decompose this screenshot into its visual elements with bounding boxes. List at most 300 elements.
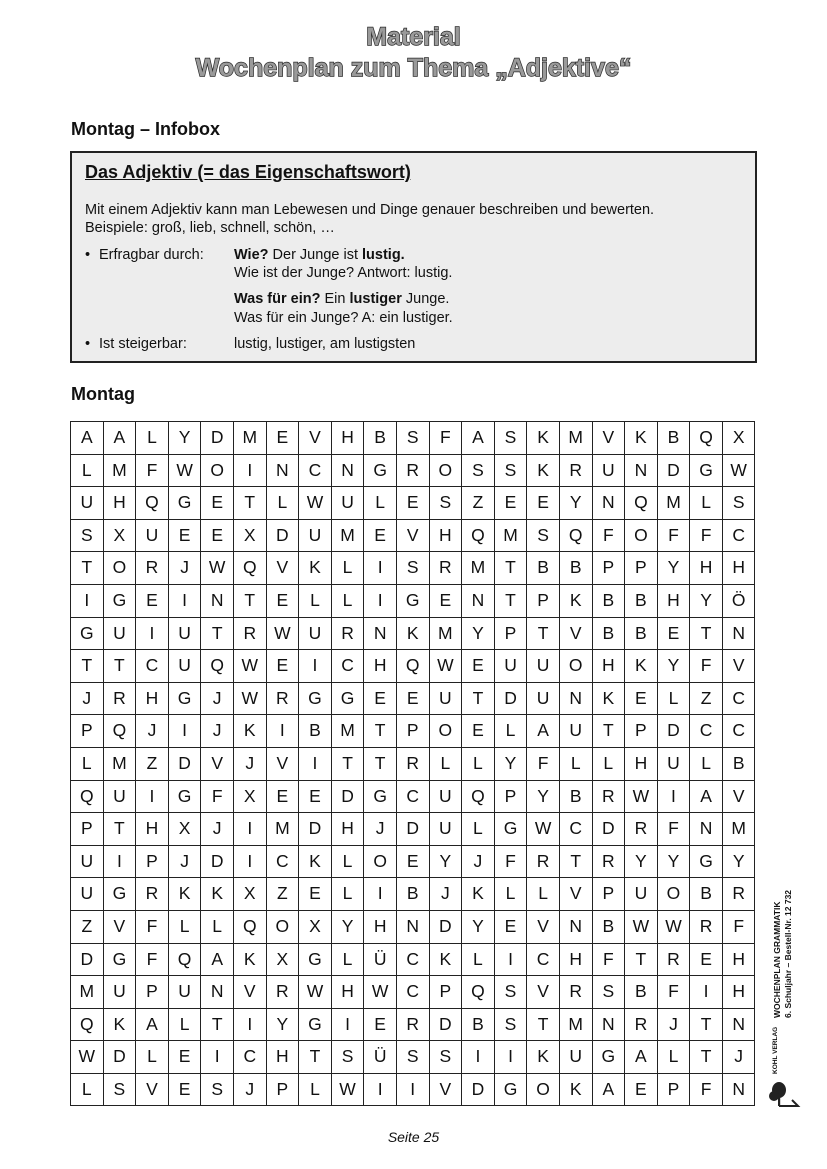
- grid-cell: I: [364, 1073, 397, 1106]
- grid-cell: O: [625, 519, 658, 552]
- grid-cell: I: [266, 715, 299, 748]
- grid-cell: P: [494, 617, 527, 650]
- grid-cell: S: [494, 976, 527, 1009]
- grid-cell: K: [233, 943, 266, 976]
- grid-cell: I: [299, 650, 332, 683]
- grid-cell: J: [462, 845, 495, 878]
- grid-cell: V: [559, 878, 592, 911]
- grid-cell: I: [494, 943, 527, 976]
- grid-cell: I: [364, 584, 397, 617]
- grid-cell: E: [168, 1073, 201, 1106]
- grid-cell: Z: [71, 910, 104, 943]
- grid-cell: C: [722, 519, 755, 552]
- grid-cell: V: [429, 1073, 462, 1106]
- grid-cell: L: [201, 910, 234, 943]
- grid-cell: Q: [71, 780, 104, 813]
- grid-cell: E: [657, 617, 690, 650]
- grid-cell: N: [462, 584, 495, 617]
- grid-cell: V: [722, 650, 755, 683]
- grid-cell: J: [657, 1008, 690, 1041]
- grid-cell: S: [71, 519, 104, 552]
- grid-cell: I: [233, 1008, 266, 1041]
- grid-cell: G: [168, 780, 201, 813]
- grid-cell: C: [396, 943, 429, 976]
- grid-cell: M: [103, 454, 136, 487]
- grid-cell: L: [462, 943, 495, 976]
- grid-cell: R: [396, 1008, 429, 1041]
- grid-cell: L: [657, 1041, 690, 1074]
- grid-cell: U: [71, 845, 104, 878]
- grid-cell: G: [299, 1008, 332, 1041]
- grid-cell: V: [103, 910, 136, 943]
- grid-cell: S: [396, 422, 429, 455]
- grid-cell: W: [233, 682, 266, 715]
- grid-cell: R: [625, 1008, 658, 1041]
- grid-cell: I: [233, 845, 266, 878]
- grid-row: [71, 813, 755, 846]
- grid-cell: D: [396, 813, 429, 846]
- grid-cell: U: [299, 519, 332, 552]
- grid-cell: T: [494, 584, 527, 617]
- publisher-logo-icon: [768, 1078, 802, 1108]
- grid-cell: U: [103, 976, 136, 1009]
- grid-row: [71, 715, 755, 748]
- grid-cell: I: [364, 878, 397, 911]
- grid-cell: T: [527, 617, 560, 650]
- grid-cell: N: [722, 1073, 755, 1106]
- grid-cell: C: [690, 715, 723, 748]
- grid-cell: G: [494, 1073, 527, 1106]
- grid-cell: W: [364, 976, 397, 1009]
- grid-cell: N: [722, 617, 755, 650]
- page-number: Seite 25: [387, 1129, 440, 1145]
- grid-cell: V: [201, 747, 234, 780]
- grid-cell: H: [690, 552, 723, 585]
- grid-cell: I: [364, 552, 397, 585]
- grid-cell: Q: [233, 910, 266, 943]
- grid-cell: L: [462, 813, 495, 846]
- grid-cell: S: [722, 487, 755, 520]
- grid-cell: U: [168, 617, 201, 650]
- grid-cell: I: [136, 617, 169, 650]
- grid-cell: T: [103, 650, 136, 683]
- grid-cell: K: [527, 1041, 560, 1074]
- grid-cell: Q: [103, 715, 136, 748]
- grid-cell: L: [299, 1073, 332, 1106]
- grid-cell: U: [429, 780, 462, 813]
- grid-cell: Z: [690, 682, 723, 715]
- grid-cell: Y: [625, 845, 658, 878]
- puzzle-heading: Montag: [71, 384, 135, 404]
- grid-cell: S: [201, 1073, 234, 1106]
- grid-cell: E: [462, 715, 495, 748]
- example-was-fuer-line2: Was für ein Junge? A: ein lustiger.: [234, 310, 453, 326]
- example-wie: [234, 247, 405, 263]
- grid-cell: M: [71, 976, 104, 1009]
- grid-cell: Y: [657, 552, 690, 585]
- grid-cell: S: [494, 422, 527, 455]
- grid-cell: E: [364, 1008, 397, 1041]
- grid-cell: E: [396, 487, 429, 520]
- grid-cell: H: [625, 747, 658, 780]
- side-imprint-line2: 6. Schuljahr – Bestell-Nr. 12 732: [783, 889, 793, 1018]
- grid-cell: R: [266, 976, 299, 1009]
- grid-cell: H: [559, 943, 592, 976]
- grid-cell: W: [266, 617, 299, 650]
- grid-cell: J: [201, 682, 234, 715]
- grid-cell: H: [657, 584, 690, 617]
- grid-cell: D: [201, 845, 234, 878]
- grid-cell: Y: [429, 845, 462, 878]
- grid-cell: K: [527, 454, 560, 487]
- grid-row: [71, 878, 755, 911]
- grid-cell: G: [299, 943, 332, 976]
- grid-cell: W: [201, 552, 234, 585]
- grid-cell: U: [103, 617, 136, 650]
- grid-cell: L: [331, 943, 364, 976]
- grid-cell: L: [331, 878, 364, 911]
- grid-cell: N: [559, 910, 592, 943]
- grid-cell: B: [625, 584, 658, 617]
- grid-cell: A: [201, 943, 234, 976]
- grid-cell: K: [299, 552, 332, 585]
- grid-cell: T: [625, 943, 658, 976]
- grid-cell: A: [592, 1073, 625, 1106]
- bullet-2-value: lustig, lustiger, am lustigsten: [234, 336, 416, 352]
- grid-cell: B: [559, 780, 592, 813]
- grid-cell: B: [396, 878, 429, 911]
- grid-cell: N: [396, 910, 429, 943]
- grid-cell: L: [559, 747, 592, 780]
- grid-cell: S: [396, 552, 429, 585]
- grid-cell: X: [299, 910, 332, 943]
- grid-cell: I: [462, 1041, 495, 1074]
- grid-cell: B: [592, 617, 625, 650]
- side-imprint-line1: WOCHENPLAN GRAMMATIK: [772, 901, 782, 1018]
- grid-cell: G: [690, 454, 723, 487]
- example-wie-answer: lustig.: [362, 247, 405, 263]
- grid-cell: S: [494, 454, 527, 487]
- grid-cell: K: [299, 845, 332, 878]
- grid-cell: E: [201, 519, 234, 552]
- grid-cell: N: [364, 617, 397, 650]
- grid-cell: D: [429, 910, 462, 943]
- grid-cell: D: [168, 747, 201, 780]
- grid-cell: U: [527, 650, 560, 683]
- grid-cell: E: [429, 584, 462, 617]
- grid-cell: K: [233, 715, 266, 748]
- grid-cell: X: [233, 780, 266, 813]
- grid-cell: T: [331, 747, 364, 780]
- grid-cell: R: [396, 454, 429, 487]
- grid-cell: E: [527, 487, 560, 520]
- grid-cell: P: [657, 1073, 690, 1106]
- grid-row: [71, 454, 755, 487]
- grid-cell: K: [559, 1073, 592, 1106]
- grid-cell: B: [625, 976, 658, 1009]
- grid-cell: Y: [494, 747, 527, 780]
- grid-cell: L: [657, 682, 690, 715]
- grid-cell: P: [527, 584, 560, 617]
- grid-cell: Y: [527, 780, 560, 813]
- grid-cell: T: [592, 715, 625, 748]
- grid-cell: M: [559, 1008, 592, 1041]
- grid-cell: W: [625, 780, 658, 813]
- grid-cell: N: [266, 454, 299, 487]
- grid-cell: Ö: [722, 584, 755, 617]
- grid-cell: P: [136, 845, 169, 878]
- grid-cell: U: [657, 747, 690, 780]
- grid-cell: H: [136, 813, 169, 846]
- grid-cell: Y: [462, 910, 495, 943]
- grid-cell: J: [136, 715, 169, 748]
- grid-cell: K: [103, 1008, 136, 1041]
- grid-cell: Ü: [364, 1041, 397, 1074]
- infobox: [70, 151, 757, 363]
- grid-cell: P: [592, 552, 625, 585]
- grid-cell: L: [71, 1073, 104, 1106]
- grid-cell: D: [266, 519, 299, 552]
- grid-cell: B: [462, 1008, 495, 1041]
- grid-cell: L: [136, 422, 169, 455]
- bullet-1-label: Erfragbar durch:: [99, 247, 204, 263]
- grid-cell: J: [201, 813, 234, 846]
- grid-cell: V: [233, 976, 266, 1009]
- example-wie-line2: Wie ist der Junge? Antwort: lustig.: [234, 265, 453, 281]
- grid-cell: L: [331, 845, 364, 878]
- grid-cell: O: [429, 715, 462, 748]
- grid-cell: S: [429, 1041, 462, 1074]
- grid-cell: G: [71, 617, 104, 650]
- grid-cell: M: [494, 519, 527, 552]
- grid-cell: R: [690, 910, 723, 943]
- grid-cell: D: [429, 1008, 462, 1041]
- example-wie-text: Der Junge ist: [268, 247, 363, 263]
- grid-cell: H: [722, 552, 755, 585]
- grid-cell: U: [559, 715, 592, 748]
- grid-cell: W: [168, 454, 201, 487]
- grid-cell: U: [71, 487, 104, 520]
- grid-cell: Z: [266, 878, 299, 911]
- grid-cell: O: [266, 910, 299, 943]
- grid-cell: K: [592, 682, 625, 715]
- grid-cell: Y: [559, 487, 592, 520]
- infobox-title: Das Adjektiv (= das Eigenschaftswort): [85, 162, 411, 182]
- grid-cell: E: [494, 487, 527, 520]
- grid-cell: L: [429, 747, 462, 780]
- grid-cell: F: [136, 943, 169, 976]
- grid-cell: H: [103, 487, 136, 520]
- grid-cell: Q: [396, 650, 429, 683]
- grid-cell: H: [722, 976, 755, 1009]
- grid-cell: F: [690, 650, 723, 683]
- grid-row: [71, 943, 755, 976]
- grid-cell: A: [462, 422, 495, 455]
- grid-cell: M: [559, 422, 592, 455]
- grid-cell: M: [331, 519, 364, 552]
- grid-cell: Q: [625, 487, 658, 520]
- grid-cell: F: [722, 910, 755, 943]
- grid-cell: T: [201, 1008, 234, 1041]
- grid-cell: S: [462, 454, 495, 487]
- grid-cell: V: [266, 552, 299, 585]
- grid-cell: R: [136, 552, 169, 585]
- grid-cell: F: [201, 780, 234, 813]
- grid-cell: R: [331, 617, 364, 650]
- infobox-intro: Mit einem Adjektiv kann man Lebewesen und Dinge genauer beschreiben und bewerten.: [85, 202, 655, 218]
- grid-cell: F: [136, 454, 169, 487]
- grid-cell: P: [396, 715, 429, 748]
- grid-cell: B: [299, 715, 332, 748]
- grid-cell: H: [136, 682, 169, 715]
- grid-cell: V: [559, 617, 592, 650]
- grid-cell: E: [168, 519, 201, 552]
- grid-cell: F: [690, 1073, 723, 1106]
- grid-cell: I: [136, 780, 169, 813]
- grid-cell: J: [168, 845, 201, 878]
- grid-cell: H: [364, 650, 397, 683]
- grid-cell: J: [168, 552, 201, 585]
- grid-cell: W: [527, 813, 560, 846]
- grid-cell: L: [364, 487, 397, 520]
- grid-cell: L: [331, 584, 364, 617]
- grid-cell: Y: [331, 910, 364, 943]
- grid-cell: G: [364, 780, 397, 813]
- grid-cell: C: [136, 650, 169, 683]
- grid-cell: K: [168, 878, 201, 911]
- grid-cell: W: [331, 1073, 364, 1106]
- grid-cell: B: [625, 617, 658, 650]
- grid-cell: G: [690, 845, 723, 878]
- grid-cell: W: [722, 454, 755, 487]
- grid-cell: T: [233, 584, 266, 617]
- grid-row: [71, 422, 755, 455]
- infobox-examples: Beispiele: groß, lieb, schnell, schön, …: [85, 220, 335, 236]
- grid-cell: H: [722, 943, 755, 976]
- grid-cell: M: [233, 422, 266, 455]
- grid-cell: D: [657, 454, 690, 487]
- grid-cell: C: [722, 715, 755, 748]
- grid-cell: B: [592, 584, 625, 617]
- grid-cell: R: [657, 943, 690, 976]
- grid-cell: W: [657, 910, 690, 943]
- grid-cell: W: [71, 1041, 104, 1074]
- grid-cell: G: [168, 487, 201, 520]
- grid-cell: N: [592, 487, 625, 520]
- grid-cell: L: [136, 1041, 169, 1074]
- grid-row: [71, 617, 755, 650]
- grid-cell: T: [690, 1041, 723, 1074]
- grid-cell: P: [625, 715, 658, 748]
- grid-cell: M: [722, 813, 755, 846]
- grid-cell: H: [592, 650, 625, 683]
- grid-row: [71, 845, 755, 878]
- grid-cell: P: [625, 552, 658, 585]
- grid-cell: Y: [266, 1008, 299, 1041]
- bullet-1: •: [85, 247, 91, 263]
- grid-cell: F: [592, 519, 625, 552]
- grid-cell: E: [136, 584, 169, 617]
- grid-cell: X: [722, 422, 755, 455]
- side-imprint: [772, 890, 794, 1018]
- grid-cell: G: [331, 682, 364, 715]
- grid-cell: N: [331, 454, 364, 487]
- grid-cell: Q: [233, 552, 266, 585]
- grid-cell: N: [559, 682, 592, 715]
- example-was-fuer-tail: Junge.: [401, 291, 450, 307]
- grid-cell: F: [527, 747, 560, 780]
- grid-cell: J: [233, 1073, 266, 1106]
- grid-cell: P: [429, 976, 462, 1009]
- grid-cell: X: [168, 813, 201, 846]
- grid-cell: P: [71, 813, 104, 846]
- grid-cell: J: [201, 715, 234, 748]
- grid-cell: W: [299, 976, 332, 1009]
- grid-cell: C: [527, 943, 560, 976]
- grid-cell: F: [494, 845, 527, 878]
- grid-cell: I: [233, 813, 266, 846]
- grid-cell: W: [429, 650, 462, 683]
- grid-cell: L: [527, 878, 560, 911]
- grid-cell: R: [103, 682, 136, 715]
- grid-cell: T: [690, 1008, 723, 1041]
- grid-cell: P: [592, 878, 625, 911]
- grid-cell: E: [462, 650, 495, 683]
- grid-cell: V: [396, 519, 429, 552]
- grid-cell: R: [266, 682, 299, 715]
- grid-cell: L: [299, 584, 332, 617]
- grid-cell: T: [494, 552, 527, 585]
- grid-cell: Ü: [364, 943, 397, 976]
- grid-cell: M: [657, 487, 690, 520]
- grid-cell: O: [429, 454, 462, 487]
- grid-cell: B: [527, 552, 560, 585]
- grid-row: [71, 780, 755, 813]
- grid-cell: Q: [462, 976, 495, 1009]
- grid-cell: T: [690, 617, 723, 650]
- grid-cell: A: [103, 422, 136, 455]
- grid-cell: Q: [71, 1008, 104, 1041]
- grid-cell: G: [103, 878, 136, 911]
- grid-cell: U: [592, 454, 625, 487]
- grid-cell: V: [722, 780, 755, 813]
- grid-cell: R: [592, 780, 625, 813]
- grid-cell: V: [527, 910, 560, 943]
- grid-cell: S: [331, 1041, 364, 1074]
- grid-cell: E: [299, 878, 332, 911]
- grid-cell: U: [429, 682, 462, 715]
- grid-cell: E: [201, 487, 234, 520]
- grid-row: [71, 552, 755, 585]
- example-was-fuer-answer: lustiger: [349, 291, 402, 307]
- grid-cell: G: [299, 682, 332, 715]
- grid-cell: K: [527, 422, 560, 455]
- grid-row: [71, 976, 755, 1009]
- grid-row: [71, 519, 755, 552]
- publisher-logo-text: KOHL VERLAG: [772, 1026, 779, 1074]
- grid-cell: R: [559, 454, 592, 487]
- grid-cell: V: [136, 1073, 169, 1106]
- grid-cell: L: [494, 878, 527, 911]
- grid-cell: R: [396, 747, 429, 780]
- grid-cell: T: [299, 1041, 332, 1074]
- grid-cell: T: [527, 1008, 560, 1041]
- grid-cell: G: [168, 682, 201, 715]
- grid-cell: H: [331, 422, 364, 455]
- grid-cell: N: [722, 1008, 755, 1041]
- grid-row: [71, 1073, 755, 1106]
- grid-cell: C: [396, 780, 429, 813]
